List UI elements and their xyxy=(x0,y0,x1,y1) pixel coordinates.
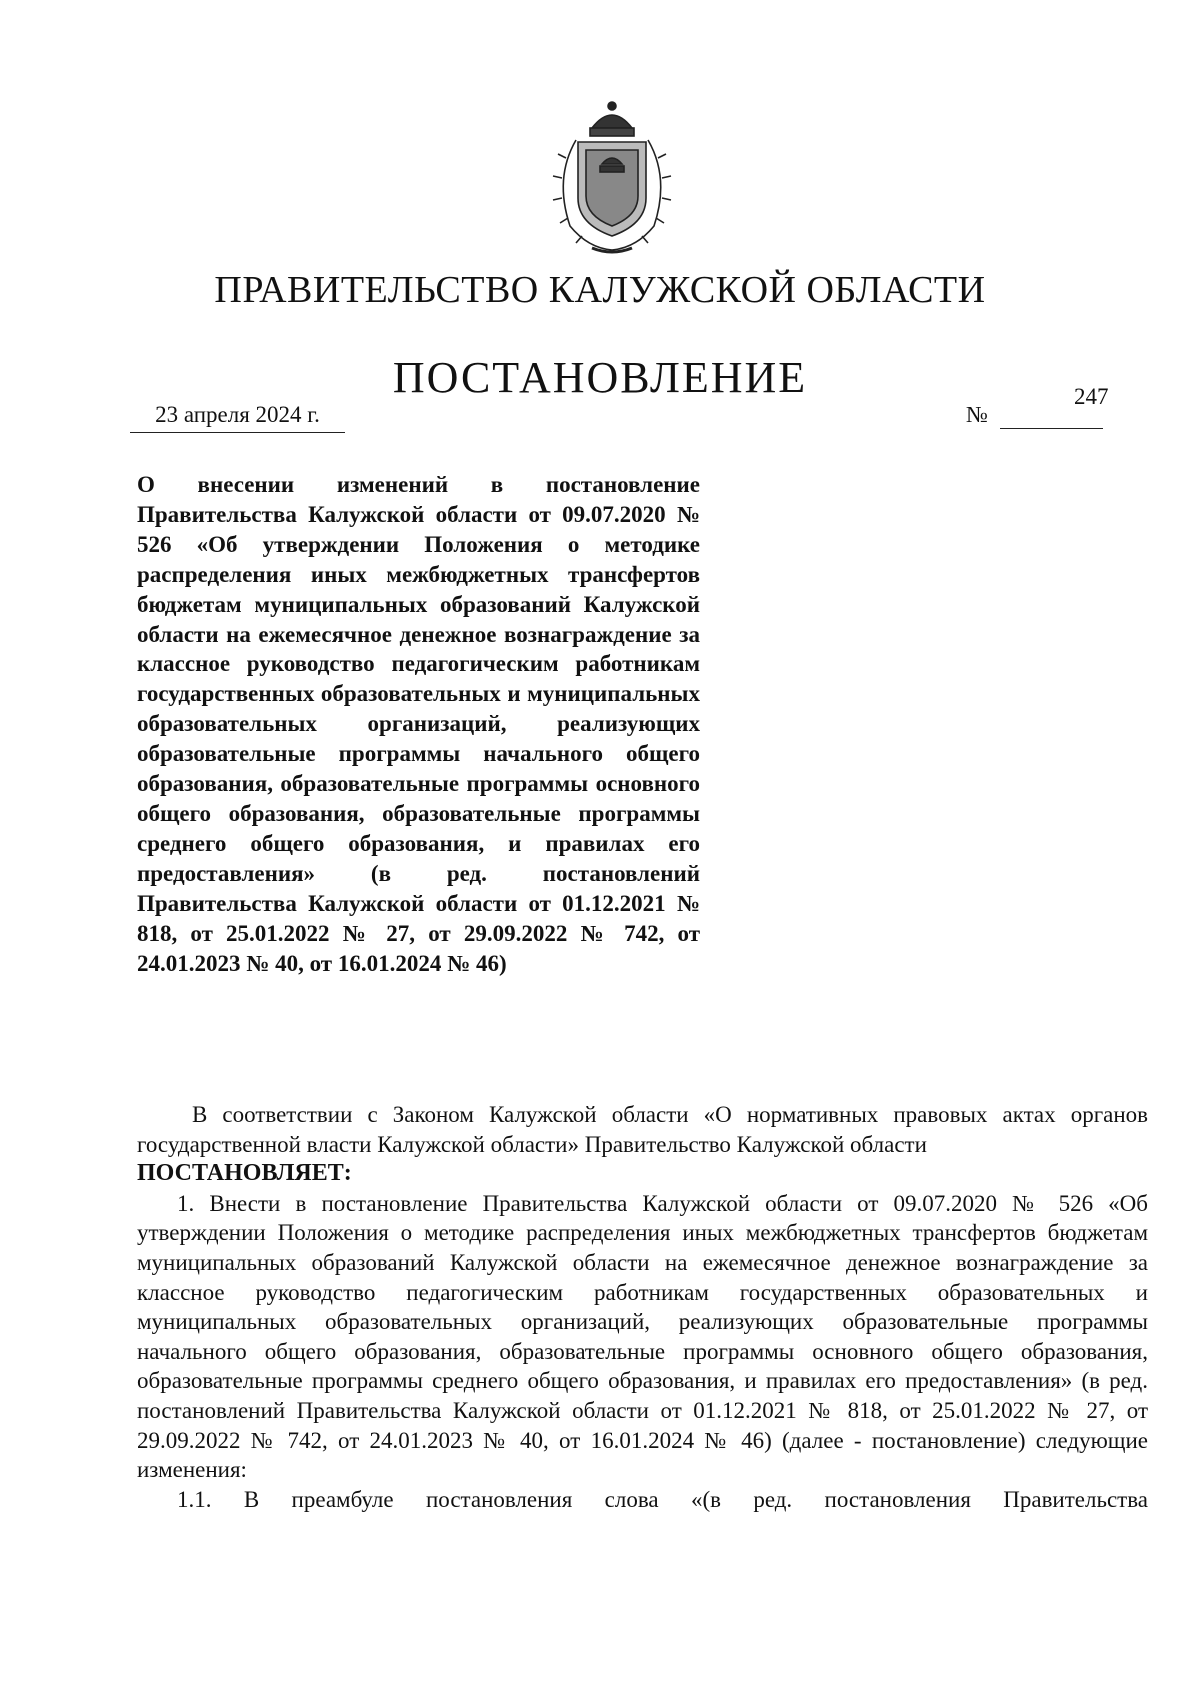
decree-number: 247 xyxy=(1074,384,1109,409)
preamble-paragraph: В соответствии с Законом Калужской области «О нормативных правовых актах органов государственной власти Калужской области» Правительство Калужской области xyxy=(137,1102,1148,1157)
government-name: ПРАВИТЕЛЬСТВО КАЛУЖСКОЙ ОБЛАСТИ xyxy=(214,269,986,311)
decree-body xyxy=(137,1100,1148,1514)
item-1-paragraph: 1. Внести в постановление Правительства Калужской области от 09.07.2020 № 526 «Об утверждении Положения о методике распределения иных межбюджетных трансфертов бюджетам муниципальных образований Калужской области на ежемесячное денежное вознаграждение за классное руководство педагогическим работникам государственных образовательных и муниципальных образовательных организаций, реализующих образовательные программы начального общего образования, образовательные программы основного общего образования, образовательные программы среднего общего образования, и правилах его предоставления» (в ред. постановлений Правительства Калужской области от 01.12.2021 № 818, от 25.01.2022 № 27, от 29.09.2022 № 742, от 24.01.2023 № 40, от 16.01.2024 № 46) (далее - постановление) следующие изменения: xyxy=(137,1190,1148,1483)
decree-date: 23 апреля 2024 г. xyxy=(130,402,345,433)
kaluga-coat-of-arms-icon xyxy=(548,98,676,258)
resolves-heading: ПОСТАНОВЛЯЕТ: xyxy=(137,1160,352,1187)
item-1-1-paragraph: 1.1. В преамбуле постановления слова «(в ред. постановления Правительства xyxy=(177,1486,1148,1512)
decree-subject: О внесении изменений в постановление Правительства Калужской области от 09.07.2020 № 526 «Об утверждении Положения о методике распределения иных межбюджетных трансфертов бюджетам муниципальных образований Калужской области на ежемесячное денежное вознаграждение за классное руководство педагогическим работникам государственных образовательных и муниципальных образовательных организаций, реализующих образовательные программы начального общего образования, образовательные программы основного общего образования, образовательные программы среднего общего образования, и правилах его предоставления» (в ред. постановлений Правительства Калужской области от 01.12.2021 № 818, от 25.01.2022 № 27, от 29.09.2022 № 742, от 24.01.2023 № 40, от 16.01.2024 № 46) xyxy=(137,472,700,976)
decree-title: ПОСТАНОВЛЕНИЕ xyxy=(392,353,808,402)
number-underline xyxy=(1000,428,1103,429)
number-sign: № xyxy=(966,402,988,427)
